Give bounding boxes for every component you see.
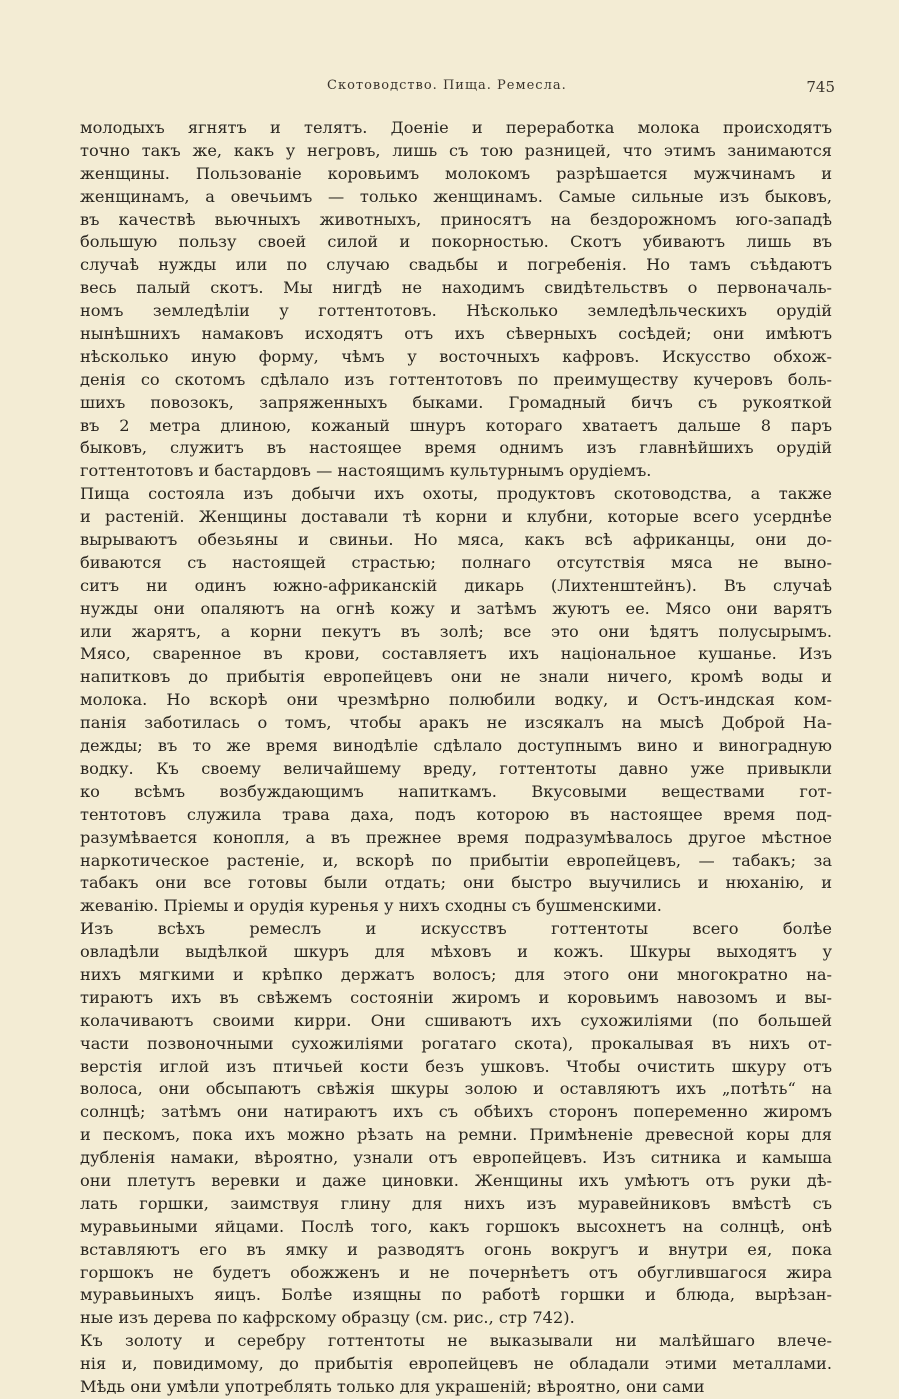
text-line: солнцѣ; затѣмъ они натираютъ ихъ съ обѣихъ сторонъ попеременно жиромъ xyxy=(80,1102,832,1122)
text-line: верстія иглой изъ птичьей кости безъ ушковъ. Чтобы очистить шкуру отъ xyxy=(80,1056,832,1076)
text-line: водку. Къ своему величайшему вреду, готтентоты давно уже привыкли xyxy=(80,758,832,778)
text-line: молока. Но вскорѣ они чрезмѣрно полюбили водку, и Остъ-индская ком- xyxy=(80,690,832,710)
text-line: лать горшки, заимствуя глину для нихъ изъ муравейниковъ вмѣстѣ съ xyxy=(80,1193,832,1213)
text-line: быковъ, служитъ въ настоящее время однимъ изъ главнѣйшихъ орудій xyxy=(80,438,832,458)
text-line: тираютъ ихъ въ свѣжемъ состояніи жиромъ и коровьимъ навозомъ и вы- xyxy=(80,987,832,1007)
text-line: нѣсколько иную форму, чѣмъ у восточныхъ кафровъ. Искусство обхож- xyxy=(80,346,832,366)
text-line: ситъ ни одинъ южно-африканскій дикарь (Лихтенштейнъ). Въ случаѣ xyxy=(80,575,832,595)
text-line: нынѣшнихъ намаковъ исходятъ отъ ихъ сѣверныхъ сосѣдей; они имѣютъ xyxy=(80,324,832,344)
text-line: дубленія намаки, вѣроятно, узнали отъ европейцевъ. Изъ ситника и камыша xyxy=(80,1148,832,1168)
text-line: Мѣдь они умѣли употреблять только для украшеній; вѣроятно, они сами xyxy=(80,1376,705,1396)
text-line: жеванію. Пріемы и орудія куренья у нихъ сходны съ бушменскими. xyxy=(80,896,662,916)
text-line: нужды они опаляютъ на огнѣ кожу и затѣмъ жуютъ ее. Мясо они варятъ xyxy=(80,598,832,618)
text-line: большую пользу своей силой и покорностью. Скотъ убиваютъ лишь въ xyxy=(80,232,832,252)
text-line: шихъ повозокъ, запряженныхъ быками. Громадный бичъ съ рукояткой xyxy=(80,392,832,412)
text-line: муравьиными яйцами. Послѣ того, какъ горшокъ высохнетъ на солнцѣ, онѣ xyxy=(80,1216,832,1236)
text-line: Пища состояла изъ добычи ихъ охоты, продуктовъ скотоводства, а также xyxy=(80,484,832,504)
running-head: Скотоводство. Пища. Ремесла. xyxy=(327,78,567,93)
text-line: женщинамъ, а овечьимъ — только женщинамъ. Самые сильные изъ быковъ, xyxy=(80,186,832,206)
text-line: колачиваютъ своими кирри. Они сшиваютъ ихъ сухожиліями (по большей xyxy=(80,1010,832,1030)
body-text xyxy=(80,117,832,1399)
text-line: горшокъ не будетъ обожженъ и не почернѣетъ отъ обуглившагося жира xyxy=(80,1262,832,1282)
page-header xyxy=(82,78,835,102)
text-line: женщины. Пользованіе коровьимъ молокомъ разрѣшается мужчинамъ и xyxy=(80,163,832,183)
text-line: въ качествѣ вьючныхъ животныхъ, приносятъ на бездорожномъ юго-западѣ xyxy=(80,209,832,229)
text-line: и растеній. Женщины доставали тѣ корни и клубни, которые всего усерднѣе xyxy=(80,507,832,527)
text-line: тентотовъ служила трава даха, подъ которою въ настоящее время под- xyxy=(80,804,832,824)
text-line: наркотическое растеніе, и, вскорѣ по прибытіи европейцевъ, — табакъ; за xyxy=(80,850,832,870)
text-line: точно такъ же, какъ у негровъ, лишь съ тою разницей, что этимъ занимаются xyxy=(80,140,832,160)
text-line: муравьиныхъ яицъ. Болѣе изящны по работѣ горшки и блюда, вырѣзан- xyxy=(80,1285,832,1305)
text-line: табакъ они все готовы были отдать; они быстро выучились и нюханію, и xyxy=(80,873,832,893)
text-line: дежды; въ то же время винодѣліе сдѣлало доступнымъ вино и виноградную xyxy=(80,736,832,756)
text-line: случаѣ нужды или по случаю свадьбы и погребенія. Но тамъ съѣдаютъ xyxy=(80,255,832,275)
text-line: денія со скотомъ сдѣлало изъ готтентотовъ по преимуществу кучеровъ боль- xyxy=(80,369,832,389)
text-line: номъ земледѣліи у готтентотовъ. Нѣсколько земледѣльческихъ орудій xyxy=(80,301,832,321)
text-line: напитковъ до прибытія европейцевъ они не знали ничего, кромѣ воды и xyxy=(80,667,832,687)
text-line: вырываютъ обезьяны и свиньи. Но мяса, какъ всѣ африканцы, они до- xyxy=(80,530,832,550)
text-line: вставляютъ его въ ямку и разводятъ огонь вокругъ и внутри ея, пока xyxy=(80,1239,832,1259)
text-line: въ 2 метра длиною, кожаный шнуръ котораго хватаетъ дальше 8 паръ xyxy=(80,415,832,435)
text-line: части позвоночными сухожиліями рогатаго скота), прокалывая въ нихъ от- xyxy=(80,1033,832,1053)
text-line: весь палый скотъ. Мы нигдѣ не находимъ свидѣтельствъ о первоначаль- xyxy=(80,278,832,298)
text-line: ко всѣмъ возбуждающимъ напиткамъ. Вкусовыми веществами гот- xyxy=(80,781,832,801)
text-line: или жарятъ, а корни пекутъ въ золѣ; все это они ѣдятъ полусырымъ. xyxy=(80,621,832,641)
text-line: молодыхъ ягнятъ и телятъ. Доеніе и переработка молока происходятъ xyxy=(80,118,832,137)
text-line: овладѣли выдѣлкой шкуръ для мѣховъ и кожъ. Шкуры выходятъ у xyxy=(80,942,832,962)
text-line: биваются съ настоящей страстью; полнаго отсутствія мяса не выно- xyxy=(80,552,832,572)
text-line: ные изъ дерева по кафрскому образцу (см. рис., стр 742). xyxy=(80,1308,575,1328)
text-line: Къ золоту и серебру готтентоты не выказывали ни малѣйшаго влече- xyxy=(80,1331,832,1351)
text-line: и пескомъ, пока ихъ можно рѣзать на ремни. Примѣненіе древесной коры для xyxy=(80,1125,832,1145)
text-line: волоса, они обсыпаютъ свѣжія шкуры золою и оставляютъ ихъ „потѣть“ на xyxy=(80,1079,832,1099)
text-line: Мясо, сваренное въ крови, составляетъ ихъ національное кушанье. Изъ xyxy=(80,644,832,664)
text-line: нія и, повидимому, до прибытія европейцевъ не обладали этими металлами. xyxy=(80,1354,832,1374)
text-line: нихъ мягкими и крѣпко держатъ волосъ; для этого они многократно на- xyxy=(80,964,832,984)
text-line: разумѣвается конопля, а въ прежнее время подразумѣвалось другое мѣстное xyxy=(80,827,832,847)
page-number: 745 xyxy=(806,78,835,96)
text-line: они плетутъ веревки и даже циновки. Женщины ихъ умѣютъ отъ руки дѣ- xyxy=(80,1170,832,1190)
text-line: панія заботилась о томъ, чтобы аракъ не изсякалъ на мысѣ Доброй На- xyxy=(80,713,832,733)
text-line: Изъ всѣхъ ремеслъ и искусствъ готтентоты всего болѣе xyxy=(80,919,832,939)
text-line: готтентотовъ и бастардовъ — настоящимъ культурнымъ орудіемъ. xyxy=(80,461,652,481)
